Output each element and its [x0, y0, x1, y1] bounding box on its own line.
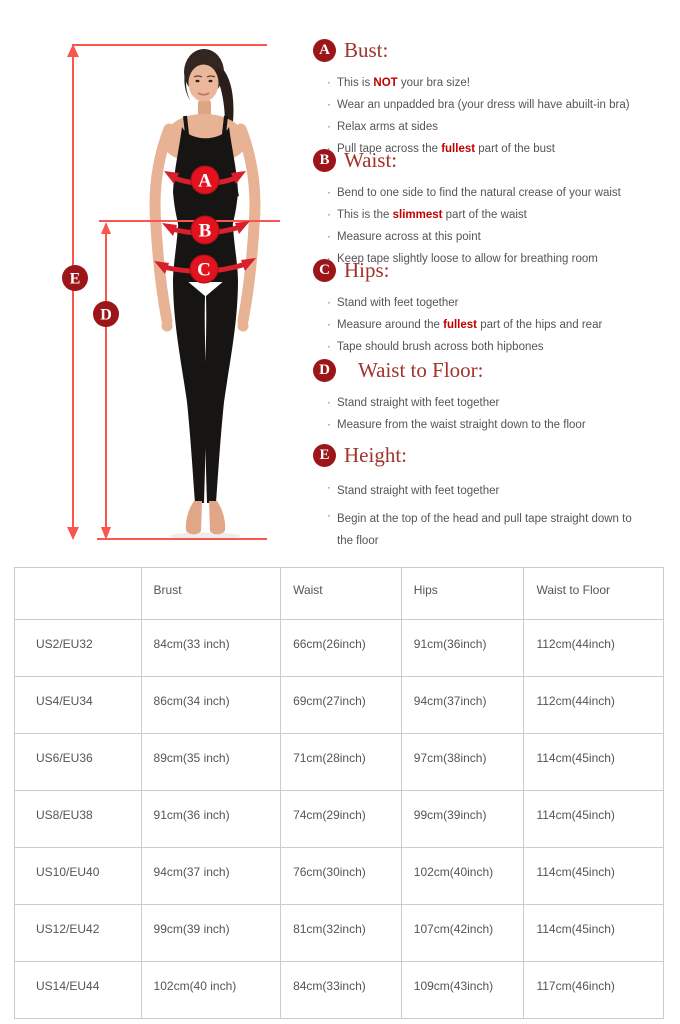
bust-value: 94cm(37 inch) — [141, 848, 281, 905]
figure-face — [189, 65, 219, 102]
size-label: US14/EU44 — [15, 962, 142, 1019]
hips-value: 99cm(39inch) — [401, 791, 524, 848]
figure-wtf-badge — [93, 301, 119, 327]
section-waist — [313, 148, 665, 270]
bust-bullet — [327, 72, 665, 94]
bullet-text: part of the hips and rear — [477, 319, 603, 331]
bullet-text: Measure from the waist straight down to the floor — [337, 419, 586, 431]
bullet-text: your bra size! — [397, 77, 470, 89]
figure-height-letter: E — [69, 270, 81, 288]
model-illustration — [155, 49, 255, 534]
table-row — [15, 962, 664, 1019]
bullet-text: Begin at the top of the head and pull tape straight down to the floor — [337, 513, 632, 547]
bullet-text: Stand straight with feet together — [337, 397, 500, 409]
header-waist: Waist — [281, 568, 402, 620]
section-height — [313, 443, 643, 555]
measurement-figure — [40, 30, 320, 545]
waist-bullet — [327, 204, 665, 226]
figure-hips-badge — [190, 255, 218, 283]
table-header-row — [15, 568, 664, 620]
bullet-text: Tape should brush across both hipbones — [337, 341, 544, 353]
waist-to-floor-value: 112cm(44inch) — [524, 620, 664, 677]
waist-to-floor-value: 114cm(45inch) — [524, 905, 664, 962]
size-label: US12/EU42 — [15, 905, 142, 962]
waist-value: 81cm(32inch) — [281, 905, 402, 962]
hips-bullet — [327, 336, 665, 358]
size-label: US10/EU40 — [15, 848, 142, 905]
bullet-text: Stand with feet together — [337, 297, 459, 309]
waist-value: 84cm(33inch) — [281, 962, 402, 1019]
bust-value: 89cm(35 inch) — [141, 734, 281, 791]
waist-to-floor-value: 114cm(45inch) — [524, 848, 664, 905]
bullet-text: Bend to one side to find the natural crease of your waist — [337, 187, 621, 199]
table-row — [15, 848, 664, 905]
section-bust — [313, 38, 665, 160]
bullet-highlight: fullest — [441, 143, 476, 155]
table-row — [15, 734, 664, 791]
height-title: Height: — [344, 443, 407, 467]
bust-title: Bust: — [344, 38, 389, 62]
bullet-text: Stand straight with feet together — [337, 485, 500, 497]
height-bullet — [327, 477, 643, 505]
waist-bullet — [327, 182, 665, 204]
hips-title: Hips: — [344, 258, 390, 282]
figure-left-eye — [196, 80, 200, 83]
figure-right-foot — [209, 501, 225, 534]
bullet-text: Measure around the — [337, 319, 444, 331]
figure-bust-badge — [191, 166, 219, 194]
bullet-text: Wear an unpadded bra (your dress will have abuilt-in bra) — [337, 99, 630, 111]
size-label: US6/EU36 — [15, 734, 142, 791]
figure-waist-letter: B — [198, 220, 212, 242]
waist-value: 76cm(30inch) — [281, 848, 402, 905]
table-row — [15, 905, 664, 962]
header-bust: Brust — [141, 568, 281, 620]
wtf-bullet — [327, 414, 665, 436]
waist-value: 66cm(26inch) — [281, 620, 402, 677]
hips-badge: C — [313, 259, 336, 282]
hips-bullet — [327, 314, 665, 336]
waist-to-floor-value: 117cm(46inch) — [524, 962, 664, 1019]
bust-bullet — [327, 116, 665, 138]
bust-value: 86cm(34 inch) — [141, 677, 281, 734]
size-label: US4/EU34 — [15, 677, 142, 734]
size-label: US2/EU32 — [15, 620, 142, 677]
hips-value: 97cm(38inch) — [401, 734, 524, 791]
header-waist-to-floor: Waist to Floor — [524, 568, 664, 620]
section-hips — [313, 258, 665, 358]
bullet-text: This is — [337, 77, 374, 89]
table-row — [15, 791, 664, 848]
bust-value: 99cm(39 inch) — [141, 905, 281, 962]
hips-value: 91cm(36inch) — [401, 620, 524, 677]
hips-value: 102cm(40inch) — [401, 848, 524, 905]
bullet-highlight: fullest — [443, 319, 477, 331]
waist-to-floor-value: 112cm(44inch) — [524, 677, 664, 734]
bullet-text: Relax arms at sides — [337, 121, 438, 133]
table-row — [15, 677, 664, 734]
figure-left-foot — [186, 501, 202, 534]
figure-waist-badge — [191, 216, 219, 244]
figure-right-eye — [209, 80, 213, 83]
table-row — [15, 620, 664, 677]
bullet-text: part of the bust — [475, 143, 555, 155]
bust-value: 84cm(33 inch) — [141, 620, 281, 677]
waist-to-floor-value: 114cm(45inch) — [524, 734, 664, 791]
figure-left-leg — [173, 280, 206, 503]
header-empty — [15, 568, 142, 620]
figure-right-leg — [205, 280, 238, 503]
bullet-highlight: slimmest — [392, 209, 443, 221]
wtf-top-arrow — [101, 222, 111, 234]
wtf-bullet — [327, 392, 665, 414]
figure-hips-letter: C — [197, 259, 211, 281]
waist-to-floor-badge: D — [313, 359, 336, 382]
height-bullet — [327, 505, 643, 555]
figure-left-hand — [162, 321, 173, 332]
figure-right-hand — [238, 321, 249, 332]
bust-bullet — [327, 94, 665, 116]
height-badge: E — [313, 444, 336, 467]
waist-bullet — [327, 226, 665, 248]
bust-value: 91cm(36 inch) — [141, 791, 281, 848]
section-waist-to-floor — [313, 358, 665, 436]
figure-height-badge — [62, 265, 88, 291]
bullet-text: Pull tape across the — [337, 143, 442, 155]
figure-wtf-letter: D — [100, 306, 112, 324]
waist-to-floor-title: Waist to Floor: — [358, 358, 484, 382]
waist-value: 71cm(28inch) — [281, 734, 402, 791]
figure-bust-letter: A — [198, 170, 212, 192]
height-bottom-arrow — [67, 527, 79, 540]
bullet-text: Keep tape slightly loose to allow for breathing room — [337, 253, 598, 265]
hips-value: 94cm(37inch) — [401, 677, 524, 734]
waist-to-floor-value: 114cm(45inch) — [524, 791, 664, 848]
size-chart-table — [14, 567, 664, 1019]
bullet-highlight: NOT — [373, 77, 398, 89]
size-label: US8/EU38 — [15, 791, 142, 848]
size-chart — [14, 567, 664, 1019]
header-hips: Hips — [401, 568, 524, 620]
bullet-text: part of the waist — [442, 209, 527, 221]
waist-title: Waist: — [344, 148, 398, 172]
hips-value: 107cm(42inch) — [401, 905, 524, 962]
bust-badge: A — [313, 39, 336, 62]
hips-value: 109cm(43inch) — [401, 962, 524, 1019]
waist-value: 74cm(29inch) — [281, 791, 402, 848]
waist-badge: B — [313, 149, 336, 172]
bullet-text: This is the — [337, 209, 393, 221]
bust-value: 102cm(40 inch) — [141, 962, 281, 1019]
waist-value: 69cm(27inch) — [281, 677, 402, 734]
hips-bullet — [327, 292, 665, 314]
bullet-text: Measure across at this point — [337, 231, 481, 243]
